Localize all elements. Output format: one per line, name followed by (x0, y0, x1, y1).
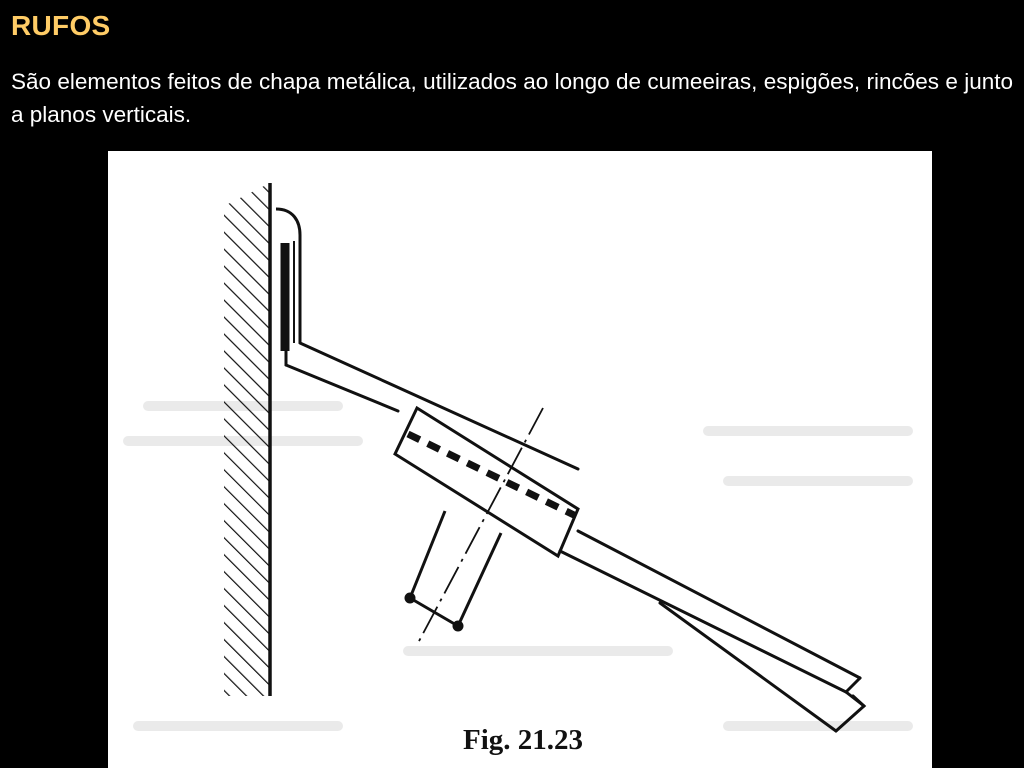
purlin-section (406, 511, 501, 630)
flashing-upstand (276, 209, 300, 351)
figure-panel (108, 151, 932, 768)
roof-sheet-section (395, 408, 578, 556)
wall (224, 183, 270, 696)
slide-title: RUFOS (11, 10, 111, 41)
slide-body-text: São elementos feitos de chapa metálica, utilizados ao longo de cumeeiras, espigões, rincões e junto a planos verticais. (11, 69, 1013, 127)
flashing-diagram (108, 151, 932, 768)
figure-caption: Fig. 21.23 (463, 724, 584, 756)
roof-flashing-slope (286, 343, 864, 731)
